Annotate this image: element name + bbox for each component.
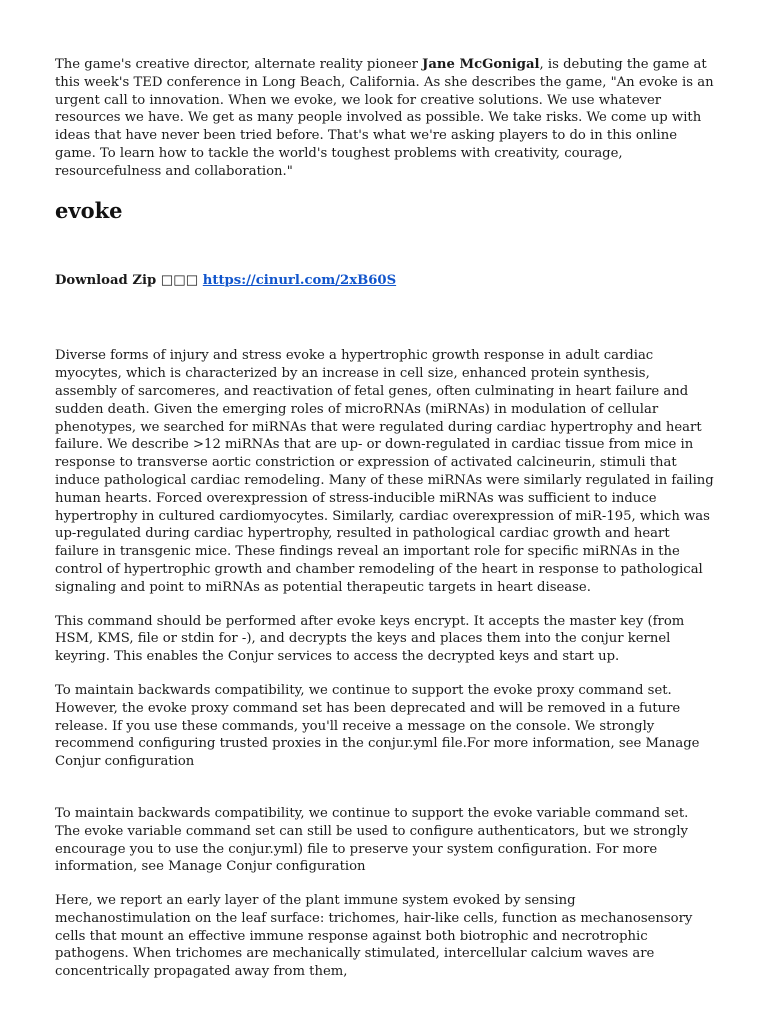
intro-paragraph xyxy=(55,56,715,181)
paragraph-evoke-variable: To maintain backwards compatibility, we continue to support the evoke variable command set. The evoke variable command set can still be used to configure authenticators, but we strongly encourage you to use the conjur.yml) file to preserve your system configuration. For more information, see Manage Conjur configuration xyxy=(55,805,689,875)
author-name: Jane McGonigal xyxy=(422,57,540,72)
intro-text-after: , is debuting the game at this week's TED conference in Long Beach, California. As she describes the game, "An evoke is an urgent call to innovation. When we evoke, we look for creative solutions. We use whatever resources we have. We get as many people involved as possible. We take risks. We come up with ideas that have never been tried before. That's what we're asking players to do in this online game. To learn how to tackle the world's toughest problems with creativity, courage, resourcefulness and collaboration." xyxy=(55,57,714,179)
download-line xyxy=(55,272,715,290)
paragraph-evoke-proxy: To maintain backwards compatibility, we continue to support the evoke proxy command set. However, the evoke proxy command set has been deprecated and will be removed in a future release. If you use these commands, you'll receive a message on the console. We strongly recommend configuring trusted proxies in the conjur.yml file.For more information, see Manage Conjur configuration xyxy=(55,682,700,770)
paragraph-plant-immune: Here, we report an early layer of the plant immune system evoked by sensing mechanostimulation on the leaf surface: trichomes, hair-like cells, function as mechanosensory cells that mount an effective immune response against both biotrophic and necrotrophic pathogens. When trichomes are mechanically stimulated, intercellular calcium waves are concentrically propagated away from them, xyxy=(55,893,693,980)
download-link[interactable]: https://cinurl.com/2xB60S xyxy=(202,272,397,288)
intro-text-before: The game's creative director, alternate reality pioneer xyxy=(55,57,423,72)
article xyxy=(55,56,715,981)
section-heading: evoke xyxy=(55,197,123,223)
download-arrow-glyphs: □□□ xyxy=(160,272,199,288)
paragraph-mirna: Diverse forms of injury and stress evoke a hypertrophic growth response in adult cardiac myocytes, which is characterized by an increase in cell size, enhanced protein synthesis, assembly of sarcomeres, and reactivation of fetal genes, often culminating in heart failure and sudden death. Given the emerging roles of microRNAs (miRNAs) in modulation of cellular phenotypes, we searched for miRNAs that were regulated during cardiac hypertrophy and heart failure. We describe >12 miRNAs that are up- or down-regulated in cardiac tissue from mice in response to transverse aortic constriction or expression of activated calcineurin, stimuli that induce pathological cardiac remodeling. Many of these miRNAs were similarly regulated in failing human hearts. Forced overexpression of stress-inducible miRNAs was sufficient to induce hypertrophy in cultured cardiomyocytes. Similarly, cardiac overexpression of miR-195, which was up-regulated during cardiac hypertrophy, resulted in pathological cardiac growth and heart failure in transgenic mice. These findings reveal an important role for specific miRNAs in the control of hypertrophic growth and chamber remodeling of the heart in response to pathological signaling and point to miRNAs as potential therapeutic targets in heart disease. xyxy=(55,348,714,595)
download-label: Download Zip xyxy=(55,272,157,288)
paragraph-evoke-keys: This command should be performed after evoke keys encrypt. It accepts the master key (from HSM, KMS, file or stdin for -), and decrypts the keys and places them into the conjur kernel keyring. This enables the Conjur services to access the decrypted keys and start up. xyxy=(55,613,685,665)
